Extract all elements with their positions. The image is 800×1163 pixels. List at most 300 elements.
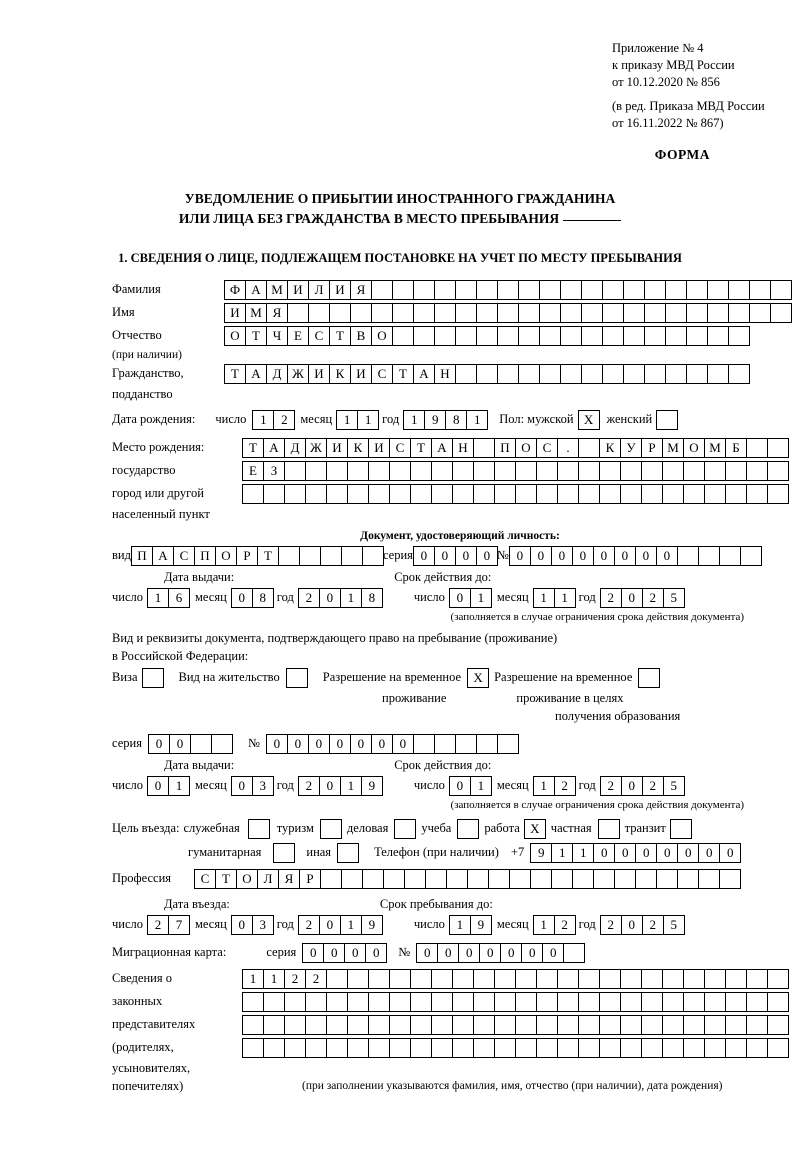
stay-doc-series-input[interactable] [148, 734, 232, 754]
sex-female-checkbox[interactable] [656, 410, 677, 430]
char-cell[interactable] [599, 1038, 621, 1058]
char-cell[interactable] [329, 303, 351, 323]
char-cell[interactable] [767, 484, 789, 504]
char-cell[interactable] [211, 734, 233, 754]
purpose-official-checkbox[interactable] [248, 819, 269, 839]
char-cell[interactable] [284, 1015, 306, 1035]
char-cell[interactable] [473, 484, 495, 504]
char-cell[interactable]: 5 [663, 776, 685, 796]
char-cell[interactable] [725, 969, 747, 989]
char-cell[interactable]: 7 [168, 915, 190, 935]
char-cell[interactable] [635, 869, 657, 889]
stay-doc-issue-day-input[interactable] [147, 776, 189, 796]
char-cell[interactable]: Д [266, 364, 288, 384]
char-cell[interactable] [683, 461, 705, 481]
char-cell[interactable] [683, 992, 705, 1012]
migration-card-number-input[interactable] [416, 943, 584, 963]
char-cell[interactable] [767, 992, 789, 1012]
char-cell[interactable]: К [329, 364, 351, 384]
char-cell[interactable] [434, 303, 456, 323]
char-cell[interactable]: 0 [308, 734, 330, 754]
char-cell[interactable]: 0 [572, 546, 594, 566]
char-cell[interactable] [326, 1015, 348, 1035]
char-cell[interactable] [368, 1015, 390, 1035]
char-cell[interactable] [746, 1015, 768, 1035]
char-cell[interactable]: 1 [252, 410, 274, 430]
char-cell[interactable]: И [308, 364, 330, 384]
birth-place-input-3[interactable] [242, 484, 788, 504]
char-cell[interactable]: Т [215, 869, 237, 889]
char-cell[interactable] [677, 546, 699, 566]
char-cell[interactable] [326, 992, 348, 1012]
char-cell[interactable] [704, 1015, 726, 1035]
char-cell[interactable] [455, 280, 477, 300]
char-cell[interactable] [494, 1015, 516, 1035]
char-cell[interactable]: О [224, 326, 246, 346]
char-cell[interactable] [707, 326, 729, 346]
char-cell[interactable] [425, 869, 447, 889]
sex-male-checkbox[interactable] [578, 410, 599, 430]
char-cell[interactable] [704, 992, 726, 1012]
entry-year-input[interactable] [298, 915, 382, 935]
purpose-other-checkbox[interactable] [337, 843, 358, 863]
birth-place-input-1[interactable] [242, 438, 788, 458]
char-cell[interactable]: С [389, 438, 411, 458]
identity-doc-until-day-input[interactable] [449, 588, 491, 608]
char-cell[interactable] [536, 461, 558, 481]
char-cell[interactable]: Е [242, 461, 264, 481]
char-cell[interactable]: С [371, 364, 393, 384]
char-cell[interactable] [602, 303, 624, 323]
char-cell[interactable]: 0 [656, 843, 678, 863]
char-cell[interactable] [413, 734, 435, 754]
char-cell[interactable] [242, 1015, 264, 1035]
stay-until-day-input[interactable] [449, 915, 491, 935]
char-cell[interactable]: Т [257, 546, 279, 566]
stay-doc-issue-year-input[interactable] [298, 776, 382, 796]
char-cell[interactable] [413, 326, 435, 346]
char-cell[interactable] [725, 1015, 747, 1035]
char-cell[interactable] [305, 461, 327, 481]
char-cell[interactable]: 0 [231, 915, 253, 935]
char-cell[interactable] [362, 546, 384, 566]
birth-year-input[interactable] [403, 410, 487, 430]
char-cell[interactable]: 0 [319, 776, 341, 796]
char-cell[interactable]: 1 [554, 588, 576, 608]
char-cell[interactable]: 1 [336, 410, 358, 430]
char-cell[interactable] [273, 843, 295, 863]
char-cell[interactable]: А [245, 364, 267, 384]
char-cell[interactable]: 0 [434, 546, 456, 566]
char-cell[interactable] [767, 1038, 789, 1058]
char-cell[interactable]: А [152, 546, 174, 566]
char-cell[interactable]: 0 [635, 546, 657, 566]
char-cell[interactable] [347, 969, 369, 989]
char-cell[interactable] [242, 1038, 264, 1058]
char-cell[interactable] [704, 461, 726, 481]
char-cell[interactable] [662, 484, 684, 504]
char-cell[interactable] [368, 969, 390, 989]
char-cell[interactable]: 1 [533, 915, 555, 935]
char-cell[interactable] [707, 364, 729, 384]
char-cell[interactable] [263, 992, 285, 1012]
char-cell[interactable]: 0 [479, 943, 501, 963]
char-cell[interactable] [662, 1015, 684, 1035]
char-cell[interactable]: Х [467, 668, 489, 688]
char-cell[interactable]: У [620, 438, 642, 458]
char-cell[interactable] [644, 364, 666, 384]
char-cell[interactable]: 0 [614, 546, 636, 566]
char-cell[interactable]: Р [641, 438, 663, 458]
char-cell[interactable] [560, 303, 582, 323]
char-cell[interactable] [770, 280, 792, 300]
char-cell[interactable]: И [224, 303, 246, 323]
char-cell[interactable] [644, 303, 666, 323]
char-cell[interactable] [539, 280, 561, 300]
char-cell[interactable]: 2 [600, 915, 622, 935]
char-cell[interactable]: Т [410, 438, 432, 458]
char-cell[interactable] [698, 546, 720, 566]
char-cell[interactable] [728, 280, 750, 300]
char-cell[interactable] [581, 364, 603, 384]
char-cell[interactable] [518, 326, 540, 346]
char-cell[interactable]: С [536, 438, 558, 458]
char-cell[interactable]: З [263, 461, 285, 481]
char-cell[interactable]: 1 [340, 776, 362, 796]
char-cell[interactable] [602, 280, 624, 300]
char-cell[interactable]: Е [287, 326, 309, 346]
char-cell[interactable]: 0 [698, 843, 720, 863]
char-cell[interactable] [620, 1038, 642, 1058]
char-cell[interactable] [455, 303, 477, 323]
char-cell[interactable] [326, 484, 348, 504]
char-cell[interactable] [431, 1015, 453, 1035]
char-cell[interactable] [347, 484, 369, 504]
char-cell[interactable] [746, 992, 768, 1012]
char-cell[interactable] [371, 280, 393, 300]
char-cell[interactable] [728, 364, 750, 384]
char-cell[interactable]: И [287, 280, 309, 300]
char-cell[interactable]: 1 [147, 588, 169, 608]
char-cell[interactable]: Б [725, 438, 747, 458]
char-cell[interactable] [746, 484, 768, 504]
name-input[interactable] [224, 303, 791, 323]
char-cell[interactable]: 0 [365, 943, 387, 963]
char-cell[interactable] [494, 992, 516, 1012]
char-cell[interactable] [404, 869, 426, 889]
char-cell[interactable] [599, 484, 621, 504]
char-cell[interactable] [434, 734, 456, 754]
char-cell[interactable] [686, 280, 708, 300]
char-cell[interactable]: В [350, 326, 372, 346]
char-cell[interactable]: 1 [470, 588, 492, 608]
char-cell[interactable] [452, 461, 474, 481]
char-cell[interactable]: 0 [500, 943, 522, 963]
char-cell[interactable]: 1 [340, 915, 362, 935]
visa-checkbox[interactable] [142, 668, 163, 688]
char-cell[interactable] [557, 992, 579, 1012]
char-cell[interactable] [497, 364, 519, 384]
char-cell[interactable] [665, 303, 687, 323]
char-cell[interactable] [326, 969, 348, 989]
patronymic-input[interactable] [224, 326, 749, 346]
stay-doc-until-month-input[interactable] [533, 776, 575, 796]
char-cell[interactable] [467, 869, 489, 889]
char-cell[interactable] [457, 819, 479, 839]
char-cell[interactable]: 0 [455, 546, 477, 566]
char-cell[interactable]: 5 [663, 588, 685, 608]
char-cell[interactable]: Л [308, 280, 330, 300]
char-cell[interactable]: 0 [371, 734, 393, 754]
char-cell[interactable]: Л [257, 869, 279, 889]
char-cell[interactable] [578, 1015, 600, 1035]
char-cell[interactable]: С [173, 546, 195, 566]
char-cell[interactable]: 1 [551, 843, 573, 863]
stay-doc-until-year-input[interactable] [600, 776, 684, 796]
char-cell[interactable]: Х [578, 410, 600, 430]
char-cell[interactable] [770, 303, 792, 323]
char-cell[interactable]: 1 [572, 843, 594, 863]
purpose-transit-checkbox[interactable] [670, 819, 691, 839]
identity-doc-number-input[interactable] [509, 546, 761, 566]
char-cell[interactable]: 0 [449, 588, 471, 608]
char-cell[interactable] [638, 668, 660, 688]
char-cell[interactable] [686, 326, 708, 346]
char-cell[interactable] [677, 869, 699, 889]
char-cell[interactable] [431, 484, 453, 504]
citizenship-input[interactable] [224, 364, 749, 384]
char-cell[interactable] [476, 280, 498, 300]
stay-doc-number-input[interactable] [266, 734, 518, 754]
char-cell[interactable]: 0 [621, 588, 643, 608]
char-cell[interactable]: О [683, 438, 705, 458]
char-cell[interactable] [557, 1038, 579, 1058]
char-cell[interactable] [473, 969, 495, 989]
surname-input[interactable] [224, 280, 791, 300]
char-cell[interactable] [518, 364, 540, 384]
char-cell[interactable]: 1 [466, 410, 488, 430]
char-cell[interactable] [602, 364, 624, 384]
char-cell[interactable] [620, 1015, 642, 1035]
char-cell[interactable]: 0 [350, 734, 372, 754]
char-cell[interactable]: И [350, 364, 372, 384]
char-cell[interactable] [620, 461, 642, 481]
char-cell[interactable]: 2 [554, 915, 576, 935]
char-cell[interactable] [383, 869, 405, 889]
char-cell[interactable] [686, 303, 708, 323]
stay-doc-issue-month-input[interactable] [231, 776, 273, 796]
char-cell[interactable] [641, 1015, 663, 1035]
char-cell[interactable]: О [215, 546, 237, 566]
char-cell[interactable]: 1 [263, 969, 285, 989]
char-cell[interactable]: 2 [298, 915, 320, 935]
char-cell[interactable] [350, 303, 372, 323]
char-cell[interactable]: 0 [302, 943, 324, 963]
char-cell[interactable] [598, 819, 620, 839]
char-cell[interactable] [389, 1015, 411, 1035]
char-cell[interactable]: 1 [403, 410, 425, 430]
char-cell[interactable]: 0 [656, 546, 678, 566]
char-cell[interactable] [389, 992, 411, 1012]
char-cell[interactable]: Ф [224, 280, 246, 300]
char-cell[interactable] [473, 438, 495, 458]
char-cell[interactable] [509, 869, 531, 889]
char-cell[interactable] [746, 969, 768, 989]
char-cell[interactable] [644, 280, 666, 300]
purpose-private-checkbox[interactable] [598, 819, 619, 839]
char-cell[interactable] [578, 1038, 600, 1058]
char-cell[interactable]: 0 [614, 843, 636, 863]
identity-doc-issue-day-input[interactable] [147, 588, 189, 608]
char-cell[interactable] [656, 869, 678, 889]
char-cell[interactable] [473, 992, 495, 1012]
char-cell[interactable]: 0 [530, 546, 552, 566]
char-cell[interactable] [434, 280, 456, 300]
edu-residence-checkbox[interactable] [638, 668, 659, 688]
char-cell[interactable]: 0 [148, 734, 170, 754]
char-cell[interactable]: 0 [329, 734, 351, 754]
char-cell[interactable] [728, 326, 750, 346]
char-cell[interactable] [473, 1015, 495, 1035]
char-cell[interactable]: П [494, 438, 516, 458]
char-cell[interactable]: 1 [533, 776, 555, 796]
char-cell[interactable] [320, 546, 342, 566]
char-cell[interactable] [305, 992, 327, 1012]
char-cell[interactable]: 2 [600, 588, 622, 608]
char-cell[interactable] [767, 969, 789, 989]
char-cell[interactable] [326, 1038, 348, 1058]
char-cell[interactable]: 0 [621, 776, 643, 796]
char-cell[interactable] [665, 364, 687, 384]
char-cell[interactable]: 0 [476, 546, 498, 566]
char-cell[interactable] [410, 484, 432, 504]
char-cell[interactable]: 0 [449, 776, 471, 796]
char-cell[interactable] [347, 992, 369, 1012]
char-cell[interactable] [431, 969, 453, 989]
char-cell[interactable] [452, 992, 474, 1012]
char-cell[interactable] [560, 364, 582, 384]
char-cell[interactable] [284, 992, 306, 1012]
char-cell[interactable] [494, 461, 516, 481]
char-cell[interactable] [563, 943, 585, 963]
char-cell[interactable]: 8 [445, 410, 467, 430]
char-cell[interactable]: 0 [437, 943, 459, 963]
char-cell[interactable] [473, 461, 495, 481]
char-cell[interactable] [557, 461, 579, 481]
char-cell[interactable]: 9 [361, 915, 383, 935]
char-cell[interactable] [539, 303, 561, 323]
char-cell[interactable] [767, 1015, 789, 1035]
char-cell[interactable] [497, 326, 519, 346]
char-cell[interactable]: 0 [319, 588, 341, 608]
char-cell[interactable]: 8 [361, 588, 383, 608]
char-cell[interactable] [455, 364, 477, 384]
char-cell[interactable]: 1 [470, 776, 492, 796]
char-cell[interactable]: 0 [266, 734, 288, 754]
representatives-input-3[interactable] [242, 1015, 788, 1035]
char-cell[interactable] [452, 1038, 474, 1058]
char-cell[interactable]: 2 [554, 776, 576, 796]
char-cell[interactable] [572, 869, 594, 889]
char-cell[interactable] [746, 438, 768, 458]
char-cell[interactable] [371, 303, 393, 323]
char-cell[interactable]: 9 [530, 843, 552, 863]
char-cell[interactable]: А [431, 438, 453, 458]
char-cell[interactable]: 0 [344, 943, 366, 963]
char-cell[interactable] [494, 1038, 516, 1058]
char-cell[interactable] [263, 1015, 285, 1035]
char-cell[interactable] [578, 438, 600, 458]
residence-permit-checkbox[interactable] [286, 668, 307, 688]
char-cell[interactable]: 0 [677, 843, 699, 863]
char-cell[interactable] [455, 326, 477, 346]
char-cell[interactable] [337, 843, 359, 863]
char-cell[interactable]: Я [266, 303, 288, 323]
char-cell[interactable] [599, 1015, 621, 1035]
char-cell[interactable] [476, 303, 498, 323]
char-cell[interactable]: О [371, 326, 393, 346]
char-cell[interactable]: 9 [361, 776, 383, 796]
char-cell[interactable]: 0 [542, 943, 564, 963]
char-cell[interactable] [551, 869, 573, 889]
char-cell[interactable] [557, 484, 579, 504]
identity-doc-until-month-input[interactable] [533, 588, 575, 608]
char-cell[interactable] [749, 303, 771, 323]
char-cell[interactable]: М [266, 280, 288, 300]
char-cell[interactable]: 0 [416, 943, 438, 963]
char-cell[interactable]: 0 [169, 734, 191, 754]
char-cell[interactable] [539, 364, 561, 384]
char-cell[interactable] [242, 484, 264, 504]
char-cell[interactable] [515, 484, 537, 504]
char-cell[interactable]: 0 [551, 546, 573, 566]
char-cell[interactable] [497, 280, 519, 300]
char-cell[interactable]: Т [329, 326, 351, 346]
entry-month-input[interactable] [231, 915, 273, 935]
char-cell[interactable] [347, 461, 369, 481]
char-cell[interactable]: 3 [252, 915, 274, 935]
char-cell[interactable]: Т [245, 326, 267, 346]
char-cell[interactable]: 1 [340, 588, 362, 608]
char-cell[interactable]: 1 [533, 588, 555, 608]
char-cell[interactable] [581, 303, 603, 323]
char-cell[interactable] [248, 819, 270, 839]
char-cell[interactable]: М [704, 438, 726, 458]
char-cell[interactable] [620, 969, 642, 989]
char-cell[interactable] [434, 326, 456, 346]
char-cell[interactable]: 2 [273, 410, 295, 430]
char-cell[interactable]: Д [284, 438, 306, 458]
char-cell[interactable]: А [413, 364, 435, 384]
representatives-input-4[interactable] [242, 1038, 788, 1058]
char-cell[interactable] [362, 869, 384, 889]
char-cell[interactable] [284, 461, 306, 481]
char-cell[interactable] [455, 734, 477, 754]
char-cell[interactable] [665, 326, 687, 346]
char-cell[interactable]: Ч [266, 326, 288, 346]
char-cell[interactable] [662, 992, 684, 1012]
char-cell[interactable] [341, 546, 363, 566]
char-cell[interactable] [410, 1038, 432, 1058]
char-cell[interactable] [536, 484, 558, 504]
char-cell[interactable]: 0 [593, 843, 615, 863]
identity-doc-until-year-input[interactable] [600, 588, 684, 608]
char-cell[interactable] [581, 326, 603, 346]
char-cell[interactable] [452, 969, 474, 989]
char-cell[interactable] [704, 1038, 726, 1058]
char-cell[interactable]: 0 [231, 588, 253, 608]
char-cell[interactable]: С [194, 869, 216, 889]
